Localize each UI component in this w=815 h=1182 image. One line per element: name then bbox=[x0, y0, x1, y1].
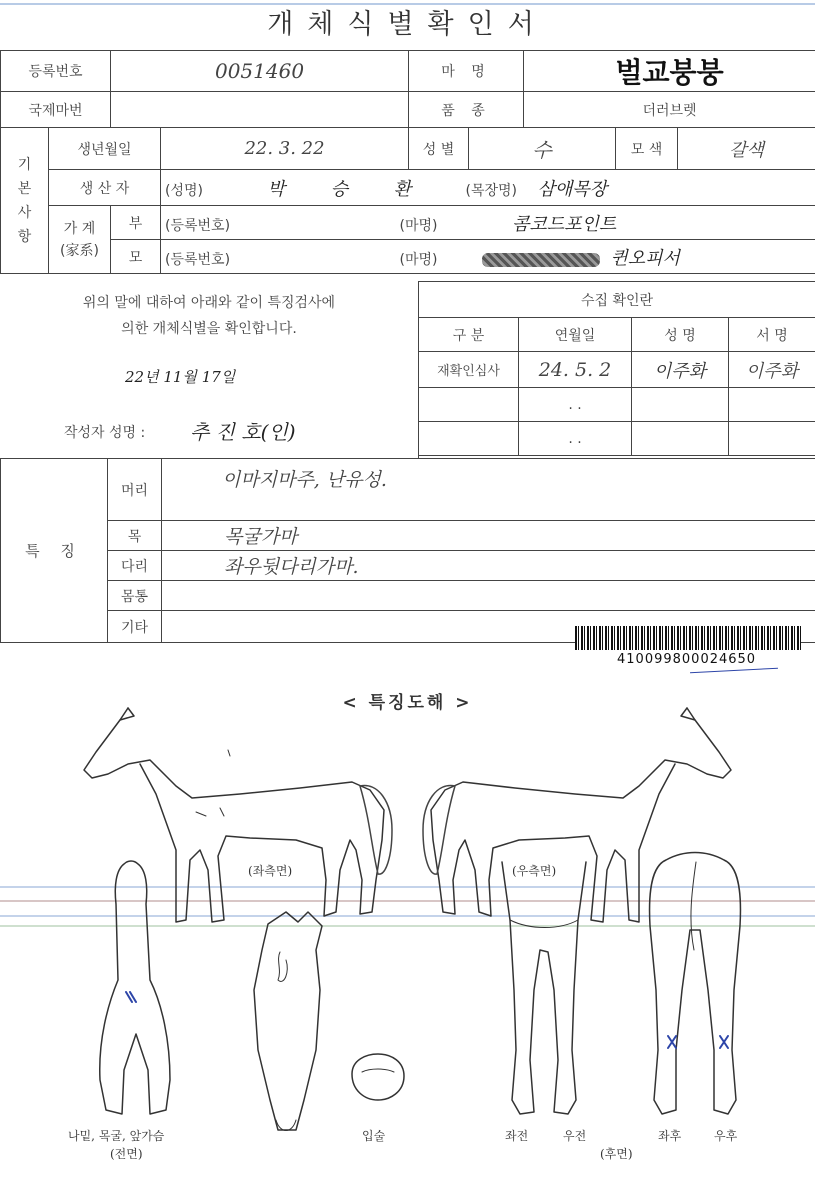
barcode bbox=[575, 626, 801, 650]
table-row: . . bbox=[419, 422, 815, 456]
section-label: 기본사항 bbox=[1, 128, 49, 274]
horse-front-legs bbox=[502, 862, 586, 1114]
features-label: 특 징 bbox=[1, 459, 108, 643]
caption-hind-left: 좌후 bbox=[658, 1129, 682, 1143]
intl-no-value bbox=[111, 92, 409, 128]
caption-hind-right: 우후 bbox=[714, 1129, 738, 1143]
sire-regno-label: (등록번호) bbox=[165, 217, 231, 234]
intl-no-label: 국제마번 bbox=[1, 92, 111, 128]
caption-front: (전면) bbox=[110, 1147, 143, 1161]
legs-value: 좌우뒷다리가마. bbox=[162, 551, 815, 581]
caption-front-right: 우전 bbox=[563, 1129, 587, 1143]
sire-name-value: 콤코드포인트 bbox=[511, 213, 617, 235]
horse-diagram bbox=[0, 690, 815, 1182]
caption-right-side: (우측면) bbox=[512, 864, 557, 878]
caption-front-left: 좌전 bbox=[505, 1129, 529, 1143]
table-row: . . bbox=[419, 388, 815, 422]
col-date-header: 연월일 bbox=[519, 318, 632, 352]
producer-row bbox=[161, 170, 815, 206]
attestation-block bbox=[0, 282, 419, 459]
attest-line-2: 의한 개체식별을 확인합니다. bbox=[121, 321, 297, 337]
caption-left-side: (좌측면) bbox=[248, 864, 293, 878]
dam-regno-label: (등록번호) bbox=[165, 251, 231, 268]
birth-value: 22. 3. 22 bbox=[161, 128, 409, 170]
horse-name-value: 벌교붕붕 bbox=[524, 51, 815, 92]
sire-name-label: (마명) bbox=[399, 217, 438, 234]
col-sign-header: 서 명 bbox=[729, 318, 815, 352]
writer-label: 작성자 성명 : bbox=[64, 425, 146, 441]
col-name-header: 성 명 bbox=[632, 318, 729, 352]
head-value: 이마지마주, 난유성. bbox=[162, 459, 815, 521]
color-label: 모 색 bbox=[616, 128, 678, 170]
underline-mark bbox=[690, 668, 778, 674]
dam-row bbox=[161, 240, 815, 274]
col-kind-header: 구 분 bbox=[419, 318, 519, 352]
basic-info-table bbox=[0, 50, 815, 274]
dam-name-label: (마명) bbox=[399, 251, 438, 268]
horse-front-chest bbox=[100, 861, 170, 1114]
body-value bbox=[162, 581, 815, 611]
birth-label: 생년월일 bbox=[49, 128, 161, 170]
diagram-title: < 특징도해 > bbox=[342, 693, 473, 713]
features-table bbox=[0, 458, 815, 643]
table-row: 재확인심사 24. 5. 2 이주화 이주화 bbox=[419, 352, 815, 388]
other-label: 기타 bbox=[108, 611, 162, 643]
producer-label: 생 산 자 bbox=[49, 170, 161, 206]
sire-row bbox=[161, 206, 815, 240]
horse-right-side bbox=[423, 708, 731, 922]
sex-value: 수 bbox=[469, 128, 616, 170]
dam-label: 모 bbox=[111, 240, 161, 274]
horse-lips bbox=[352, 1054, 404, 1100]
sex-label: 성 별 bbox=[409, 128, 469, 170]
collection-header: 수집 확인란 bbox=[419, 282, 815, 318]
legs-label: 다리 bbox=[108, 551, 162, 581]
caption-lips: 입술 bbox=[362, 1129, 386, 1143]
reg-no-label: 등록번호 bbox=[1, 51, 111, 92]
reg-no-value: 0051460 bbox=[111, 51, 409, 92]
color-value: 갈색 bbox=[678, 128, 815, 170]
dam-name-value: 퀸오피서 bbox=[610, 247, 680, 269]
caption-rear: (후면) bbox=[600, 1147, 633, 1161]
head-label: 머리 bbox=[108, 459, 162, 521]
barcode-number: 410099800024650 bbox=[617, 652, 757, 667]
redaction-mark bbox=[482, 253, 600, 267]
attest-date: 22년 11월 17일 bbox=[125, 368, 236, 386]
neck-label: 목 bbox=[108, 521, 162, 551]
neck-value: 목굴가마 bbox=[162, 521, 815, 551]
horse-front-head bbox=[254, 912, 322, 1131]
horse-rear bbox=[650, 853, 741, 1115]
pedigree-label: 가 계 (家系) bbox=[49, 206, 111, 274]
body-label: 몸통 bbox=[108, 581, 162, 611]
breed-label: 품 종 bbox=[409, 92, 524, 128]
breed-value: 더러브렛 bbox=[524, 92, 815, 128]
document-title: 개체식별확인서 bbox=[267, 9, 548, 40]
collection-table bbox=[418, 281, 815, 456]
sire-label: 부 bbox=[111, 206, 161, 240]
caption-front-chest: 나밑, 목굴, 앞가슴 bbox=[68, 1129, 165, 1143]
producer-name-value: 박 승 환 bbox=[267, 178, 432, 200]
writer-signature: 추 진 호(인) bbox=[190, 420, 296, 444]
horse-name-label: 마 명 bbox=[409, 51, 524, 92]
attest-line-1: 위의 말에 대하여 아래와 같이 특징검사에 bbox=[82, 295, 336, 311]
horse-left-side bbox=[84, 708, 392, 922]
farm-label: (목장명) bbox=[465, 182, 518, 199]
farm-value: 삼애목장 bbox=[537, 178, 608, 200]
producer-name-label: (성명) bbox=[165, 182, 203, 199]
